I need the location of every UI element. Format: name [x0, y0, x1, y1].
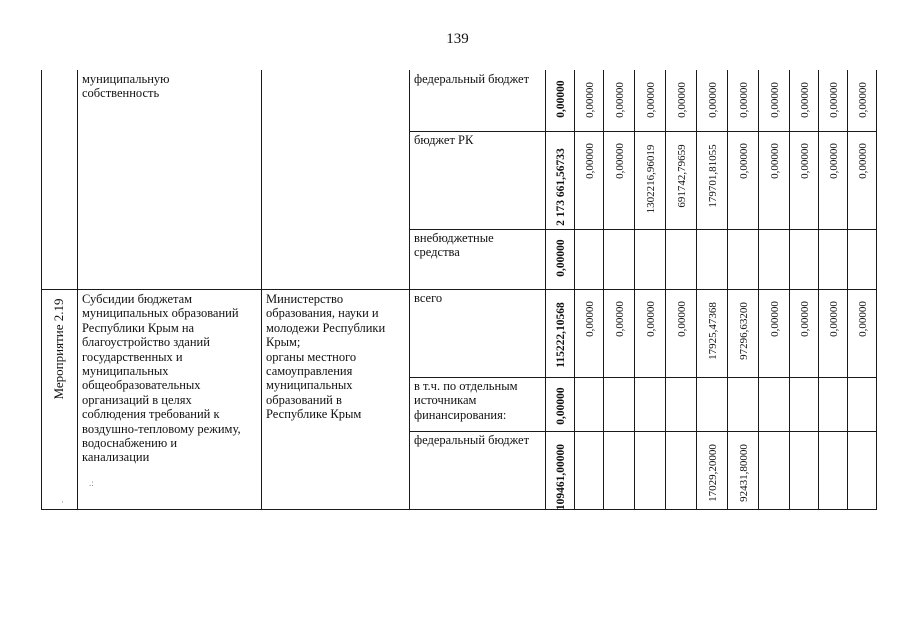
year-value: 0,00000 — [768, 81, 781, 118]
year-value: 0,00000 — [798, 300, 811, 337]
year-value: 17029,20000 — [706, 444, 719, 502]
total-value: 109461,00000 — [554, 443, 567, 510]
year-value: 0,00000 — [644, 81, 657, 118]
table-vertical-rule — [758, 70, 759, 510]
year-value: 0,00000 — [768, 142, 781, 179]
funding-source: внебюджетные средства — [414, 231, 494, 260]
year-value: 0,00000 — [737, 81, 750, 118]
year-value: 0,00000 — [583, 142, 596, 179]
year-value: 92431,80000 — [737, 444, 750, 502]
table-horizontal-rule — [409, 377, 877, 378]
year-value: 0,00000 — [827, 81, 840, 118]
year-value: 0,00000 — [644, 300, 657, 337]
table-vertical-rule — [665, 70, 666, 510]
year-value: 0,00000 — [737, 142, 750, 179]
table-vertical-rule — [696, 70, 697, 510]
total-value: 0,00000 — [554, 80, 567, 118]
year-value: 0,00000 — [613, 81, 626, 118]
year-value: 0,00000 — [798, 142, 811, 179]
year-value: 179701,81055 — [706, 144, 719, 208]
table-vertical-rule — [261, 70, 262, 510]
year-value: 0,00000 — [768, 300, 781, 337]
year-value: 0,00000 — [827, 300, 840, 337]
scan-speck: · — [61, 497, 64, 507]
year-value: 0,00000 — [613, 300, 626, 337]
year-value: 0,00000 — [798, 81, 811, 118]
year-value: 0,00000 — [675, 81, 688, 118]
year-value: 0,00000 — [583, 300, 596, 337]
year-value: 0,00000 — [583, 81, 596, 118]
year-value: 97296,63200 — [737, 302, 750, 360]
funding-source: бюджет РК — [414, 133, 474, 147]
table-vertical-rule — [603, 70, 604, 510]
year-value: 0,00000 — [856, 81, 869, 118]
top-description: муниципальную собственность — [82, 72, 170, 101]
table-horizontal-rule — [409, 431, 877, 432]
funding-source: всего — [414, 291, 443, 305]
total-value: 2 173 661,56733 — [554, 147, 567, 226]
year-value: 0,00000 — [827, 142, 840, 179]
table-horizontal-rule — [41, 289, 877, 290]
table-vertical-rule — [727, 70, 728, 510]
table-vertical-rule — [545, 70, 546, 510]
year-value: 691742,79659 — [675, 144, 688, 208]
table-vertical-rule — [818, 70, 819, 510]
table-vertical-rule — [574, 70, 575, 510]
table-horizontal-rule — [409, 131, 877, 132]
year-value: 1302216,96019 — [644, 144, 657, 214]
table-horizontal-rule — [41, 509, 877, 510]
table-vertical-rule — [41, 70, 42, 510]
table-vertical-rule — [77, 70, 78, 510]
funding-source: федеральный бюджет — [414, 72, 530, 86]
activity-executor: Министерство образования, науки и молодежи Республики Крым; органы местного самоуправления муниципальных образований в Республике Крым — [266, 292, 386, 422]
year-value: 0,00000 — [856, 300, 869, 337]
scan-speck: .: — [89, 478, 94, 488]
table-horizontal-rule — [409, 229, 877, 230]
page-number: 139 — [446, 31, 469, 47]
year-value: 0,00000 — [613, 142, 626, 179]
year-value: 17925,47368 — [706, 302, 719, 360]
table-vertical-rule — [634, 70, 635, 510]
total-value: 0,00000 — [554, 387, 567, 425]
total-value: 0,00000 — [554, 239, 567, 277]
year-value: 0,00000 — [856, 142, 869, 179]
funding-source: в т.ч. по отдельным источникам финансирования: — [414, 379, 518, 422]
year-value: 0,00000 — [706, 81, 719, 118]
total-value: 115222,10568 — [554, 301, 567, 368]
activity-code: Мероприятие 2.19 — [51, 298, 66, 400]
year-value: 0,00000 — [675, 300, 688, 337]
table-vertical-rule — [876, 70, 877, 510]
table-vertical-rule — [847, 70, 848, 510]
activity-description: Субсидии бюджетам муниципальных образований Республики Крым на благоустройство зданий государственных и муниципальных общеобразовательных организаций в целях соблюдения требований к воздушно-тепловому режиму, водоснабжению и канализации — [82, 292, 241, 465]
table-vertical-rule — [789, 70, 790, 510]
funding-source: федеральный бюджет — [414, 433, 530, 447]
table-vertical-rule — [409, 70, 410, 510]
